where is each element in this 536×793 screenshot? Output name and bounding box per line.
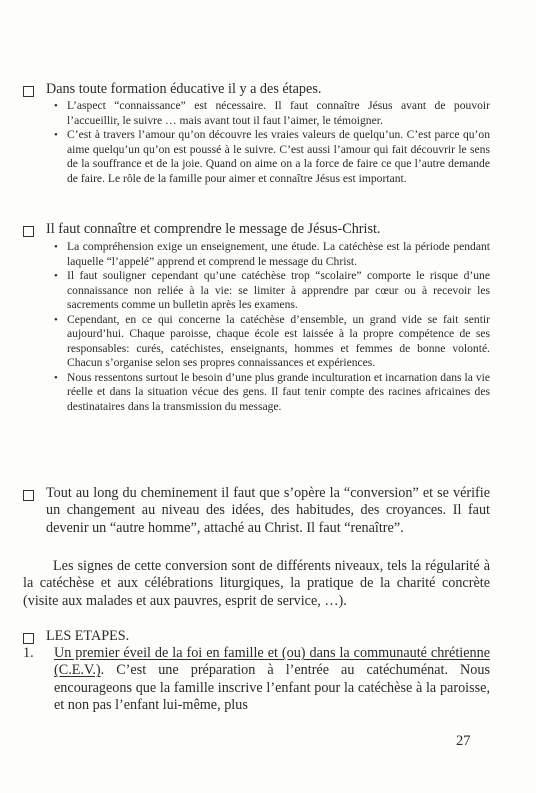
section-1-bullets (52, 99, 490, 186)
section-2-heading-row (23, 221, 490, 238)
bullet-item: • La compréhension exige un enseignement, une étude. La catéchèse est la période pendant laquelle “l’appelé” apprend et comprend le message du Christ. (52, 240, 490, 269)
section-1-heading: Dans toute formation éducative il y a des étapes. (46, 81, 322, 97)
section-2-heading: Il faut connaître et comprendre le message de Jésus-Christ. (46, 221, 381, 237)
section-3-heading-row (23, 485, 490, 537)
section-1-heading-row (23, 81, 490, 98)
page-number: 27 (456, 733, 471, 749)
bullet-item: • Cependant, en ce qui concerne la catéchèse d’ensemble, un grand vide se fait sentir aujourd’hui. Chaque paroisse, chaque école est laissée à la propre compétence de ses responsables: curés, catéchistes, enseignants, hommes et femmes de bonne volonté. Chacun s’organise selon ses propres connaissances et expériences. (52, 313, 490, 371)
item-number: 1. (23, 645, 34, 661)
section-3 (23, 485, 490, 537)
section-2-bullets (52, 240, 490, 415)
section-3-heading: Tout au long du cheminement il faut que s’opère la “conversion” et se vérifie un changement au niveau des idées, des habitudes, des croyances. Il faut devenir un “autre homme”, attaché au Christ. Il faut “renaître”. (46, 485, 490, 536)
item-text (54, 645, 490, 715)
item-title: Un premier éveil de la foi en famille et (ou) dans la communauté chrétienne (C.E.V.) (54, 645, 490, 679)
checkbox-bullet-icon (23, 633, 34, 644)
bullet-item: • C’est à travers l’amour qu’on découvre les vraies valeurs de quelqu’un. C’est parce qu’on aime quelqu’un qu’on est poussé à le suivre. C’est aussi l’amour qui fait découvrir le sens de la souffrance et de la joie. Quand on aime on a la force de faire ce que l’autre demande de faire. Le rôle de la famille pour aimer et connaître Jésus est important. (52, 128, 490, 186)
bullet-item: • L’aspect “connaissance” est nécessaire. Il faut connaître Jésus avant de pouvoir l’accueillir, le suivre … mais avant tout il faut l’aimer, le témoigner. (52, 99, 490, 128)
section-2 (23, 221, 490, 238)
conversion-paragraph: Les signes de cette conversion sont de différents niveaux, tels la régularité à la catéchèse et aux célébrations liturgiques, la pratique de la charité concrète (visite aux malades et aux pauvres, esprit de service, …). (23, 558, 490, 609)
etapes-item-1 (23, 645, 490, 715)
checkbox-bullet-icon (23, 86, 34, 97)
etapes-heading-row (23, 628, 490, 645)
bullet-item: • Nous ressentons surtout le besoin d’une plus grande inculturation et incarnation dans la vie réelle et dans la situation vécue des gens. Il faut tenir compte des racines africaines des destinataires dans la transmission du message. (52, 371, 490, 415)
item-body: . C’est une préparation à l’entrée au catéchuménat. Nous encourageons que la famille inscrive l’enfant pour la catéchèse à la paroisse, et non pas l’enfant lui-même, plus (54, 662, 490, 714)
checkbox-bullet-icon (23, 490, 34, 501)
etapes-section (23, 628, 490, 645)
section-1 (23, 81, 490, 98)
bullet-item: • Il faut souligner cependant qu’une catéchèse trop “scolaire” comporte le risque d’une connaissance non reliée à la vie: se limiter à apprendre par cœur ou à recevoir les sacrements comme un bulletin après les examens. (52, 269, 490, 313)
checkbox-bullet-icon (23, 226, 34, 237)
etapes-heading: LES ETAPES. (46, 628, 130, 644)
